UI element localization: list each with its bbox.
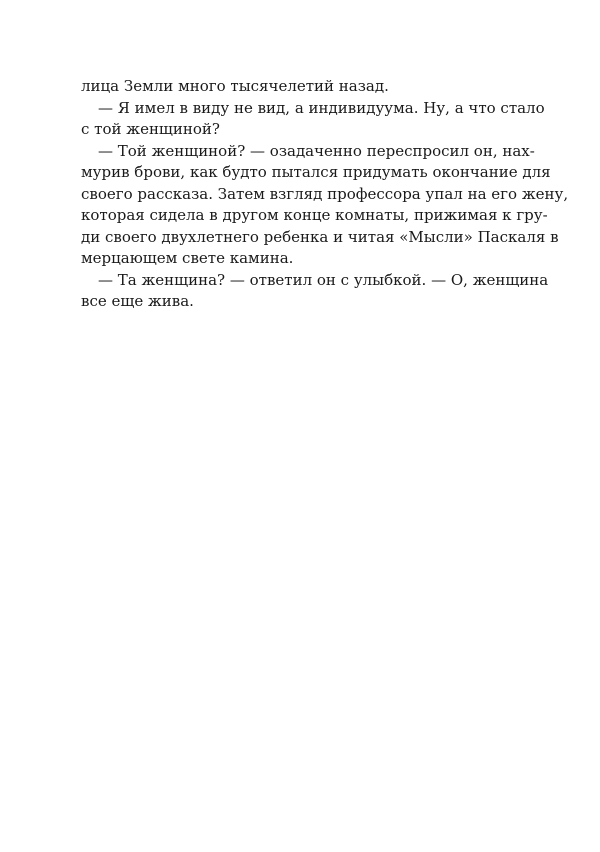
text-line-8: ди своего двухлетнего ребенка и читая «Мысли» Паскаля в [81, 227, 559, 246]
text-line-4: — Той женщиной? — озадаченно переспросил он, нах- [98, 141, 535, 160]
text-line-6: своего рассказа. Затем взгляд профессора упал на его жену, [81, 184, 569, 203]
text-line-7: которая сидела в другом конце комнаты, прижимая к гру- [81, 206, 548, 224]
text-line-3: с той женщиной? [81, 120, 220, 138]
text-line-10: — Та женщина? — ответил он с улыбкой. — О, женщина [98, 270, 549, 289]
page-body-text [81, 76, 569, 313]
text-line-9: мерцающем свете камина. [81, 249, 294, 267]
text-line-11: все еще жива. [81, 292, 194, 310]
text-line-5: мурив брови, как будто пытался придумать окончание для [81, 163, 551, 181]
text-line-1: лица Земли много тысячелетий назад. [81, 77, 389, 95]
text-line-2: — Я имел в виду не вид, а индивидуума. Ну, а что стало [98, 98, 545, 117]
